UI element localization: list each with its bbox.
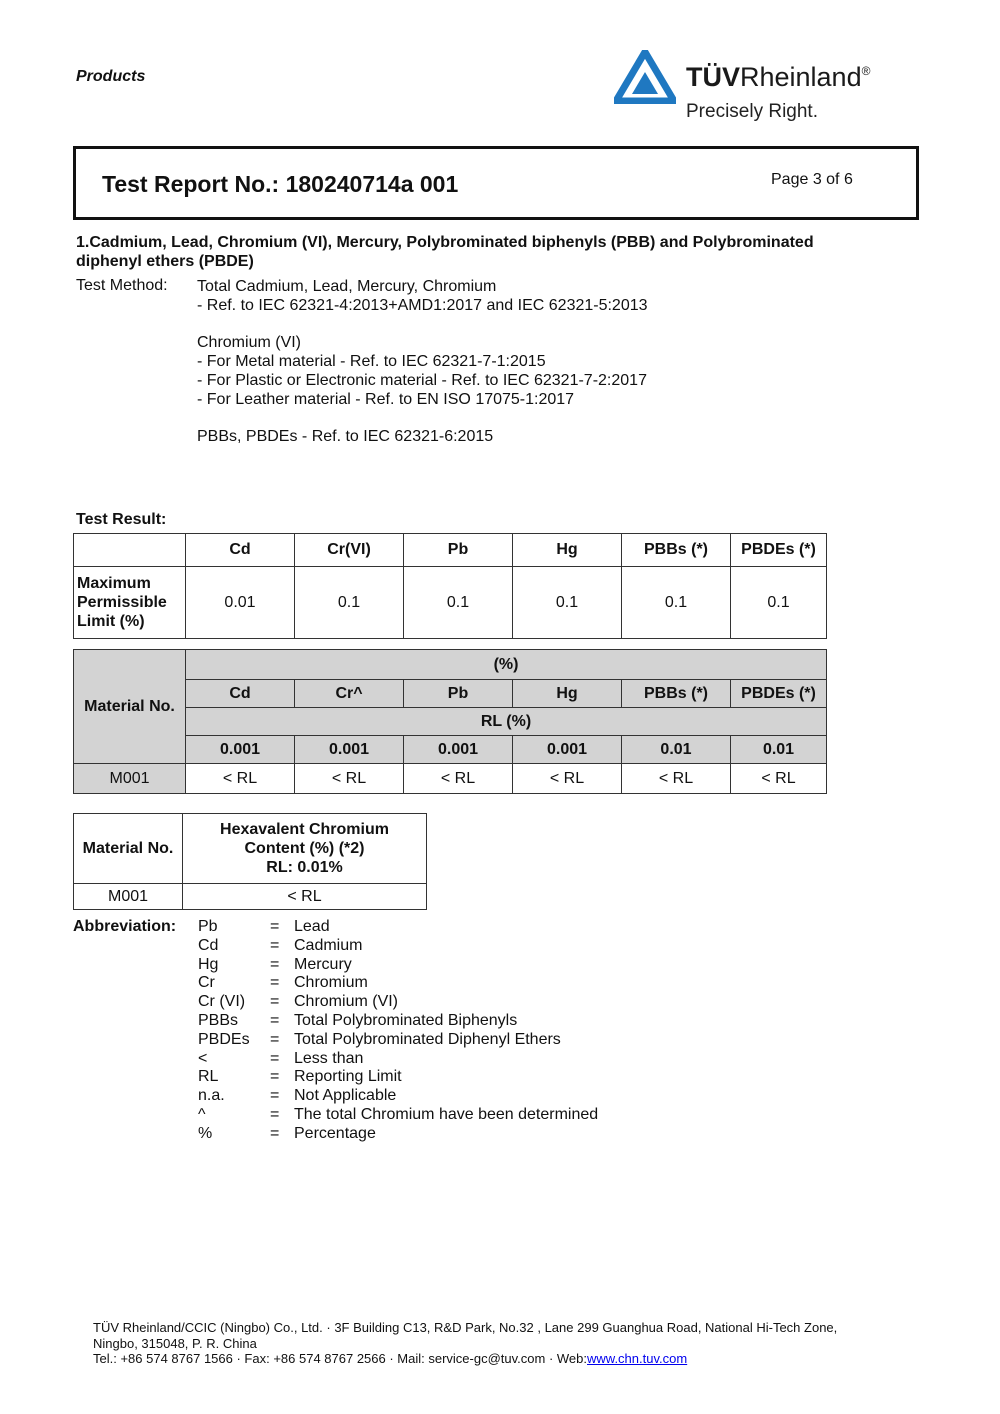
table-row [74, 884, 427, 910]
table-cell: 0.1 [731, 567, 827, 639]
list-item: PBDEs = Total Polybrominated Diphenyl Ethers [198, 1030, 561, 1048]
footer-city: Ningbo, 315048, P. R. China [93, 1335, 257, 1351]
limits-table [73, 533, 827, 639]
material-no: M001 [74, 884, 183, 910]
table-cell: < RL [404, 764, 513, 794]
rl-value: 0.001 [404, 736, 513, 764]
table-header: Hg [513, 680, 622, 708]
table-header: Cr(VI) [295, 534, 404, 567]
table-cell: < RL [183, 884, 427, 910]
rl-value: 0.001 [295, 736, 404, 764]
table-header: PBDEs (*) [731, 534, 827, 567]
report-header-box [73, 146, 919, 220]
method-line: PBBs, PBDEs - Ref. to IEC 62321-6:2015 [197, 428, 494, 445]
test-method-list [197, 277, 648, 446]
list-item: < = Less than [198, 1049, 364, 1067]
list-item: ^ = The total Chromium have been determined [198, 1105, 599, 1123]
table-cell: < RL [731, 764, 827, 794]
page-number: Page 3 of 6 [771, 171, 853, 188]
list-item: RL = Reporting Limit [198, 1068, 402, 1086]
table-header: Cr^ [295, 680, 404, 708]
rl-value: 0.001 [186, 736, 295, 764]
table-cell: < RL [622, 764, 731, 794]
empty-cell [74, 534, 186, 567]
rl-value: 0.01 [731, 736, 827, 764]
table-header: Cd [186, 534, 295, 567]
table-cell: 0.1 [404, 567, 513, 639]
table-cell: 0.01 [186, 567, 295, 639]
table-header: PBBs (*) [622, 534, 731, 567]
footer-contact: Tel.: +86 574 8767 1566 · Fax: +86 574 8767 2566 · Mail: service-gc@tuv.com · Web:www.chn.tuv.com [93, 1351, 688, 1366]
table-cell: 0.1 [622, 567, 731, 639]
website-link[interactable]: www.chn.tuv.com [587, 1351, 688, 1366]
table-header: Pb [404, 680, 513, 708]
method-line: - For Metal material - Ref. to IEC 62321-7-1:2015 [197, 353, 546, 370]
abbreviation-label: Abbreviation: [73, 918, 177, 935]
unit-header: (%) [186, 650, 827, 680]
test-method-label: Test Method: [76, 277, 168, 294]
logo-brand: TÜVRheinland® [686, 62, 871, 92]
table-header: Hg [513, 534, 622, 567]
abbreviation-list [198, 918, 598, 1144]
table-cell: < RL [513, 764, 622, 794]
method-line: Total Cadmium, Lead, Mercury, Chromium [197, 278, 497, 295]
hex-chromium-table [73, 813, 427, 910]
table-cell: 0.1 [513, 567, 622, 639]
material-no: M001 [74, 764, 186, 794]
table-header: Pb [404, 534, 513, 567]
list-item: Hg = Mercury [198, 955, 352, 973]
table-row [74, 764, 827, 794]
material-no-header: Material No. [74, 814, 183, 884]
logo-tagline: Precisely Right. [686, 101, 818, 122]
method-line: Chromium (VI) [197, 334, 302, 351]
tuv-logo [614, 50, 914, 130]
section-label: Products [76, 68, 146, 85]
list-item: % = Percentage [198, 1124, 376, 1142]
rl-value: 0.001 [513, 736, 622, 764]
report-title: Test Report No.: 180240714a 001 [102, 171, 459, 197]
list-item: Cr = Chromium [198, 974, 368, 992]
table-cell: 0.1 [295, 567, 404, 639]
list-item: Cd = Cadmium [198, 936, 363, 954]
method-line: - For Leather material - Ref. to EN ISO 17075-1:2017 [197, 391, 575, 408]
tuv-triangle-logo-icon [614, 50, 676, 104]
table-header: PBBs (*) [622, 680, 731, 708]
list-item: Cr (VI) = Chromium (VI) [198, 993, 399, 1011]
list-item: Pb = Lead [198, 918, 330, 935]
list-item: n.a. = Not Applicable [198, 1087, 397, 1105]
method-line: - Ref. to IEC 62321-4:2013+AMD1:2017 and IEC 62321-5:2013 [197, 297, 648, 314]
method-line: - For Plastic or Electronic material - Ref. to IEC 62321-7-2:2017 [197, 372, 647, 389]
table-cell: < RL [295, 764, 404, 794]
list-item: PBBs = Total Polybrominated Biphenyls [198, 1011, 518, 1029]
table-header: Cd [186, 680, 295, 708]
footer [93, 1320, 837, 1367]
hex-chromium-header: Hexavalent Chromium Content (%) (*2) RL: 0.01% [183, 814, 427, 884]
rl-header: RL (%) [186, 708, 827, 736]
table-header: PBDEs (*) [731, 680, 827, 708]
results-table [73, 649, 827, 794]
footer-address: TÜV Rheinland/CCIC (Ningbo) Co., Ltd. · 3F Building C13, R&D Park, No.32 , Lane 299 Guanghua Road, National Hi-Tech Zone, [93, 1320, 838, 1335]
section-title: 1.Cadmium, Lead, Chromium (VI), Mercury, Polybrominated biphenyls (PBB) and Polybrominated diphenyl ethers (PBDE) [76, 234, 814, 270]
row-label: Maximum Permissible Limit (%) [74, 567, 186, 639]
rl-value: 0.01 [622, 736, 731, 764]
table-cell: < RL [186, 764, 295, 794]
registered-mark: ® [861, 64, 871, 78]
material-no-header: Material No. [74, 650, 186, 764]
test-result-label: Test Result: [76, 511, 167, 528]
